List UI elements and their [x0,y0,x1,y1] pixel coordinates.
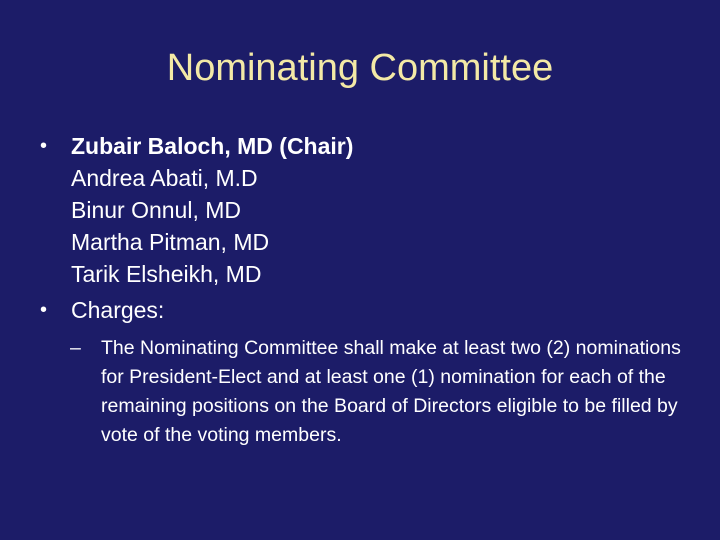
member-chair: Zubair Baloch, MD (Chair) [71,133,354,159]
bullet-marker: • [40,135,48,157]
slide-title: Nominating Committee [166,47,554,89]
slide-content [40,130,700,450]
member-name: Andrea Abati, M.D [71,165,258,191]
charges-text: The Nominating Committee shall make at least two (2) nominations for President-Elect and at least one (1) nomination for each of the remaining positions on the Board of Directors eligible to be filled by vote of the voting members. [101,337,681,446]
charges-bullet [40,294,700,326]
member-name: Tarik Elsheikh, MD [71,261,262,287]
charges-sub-bullet [70,334,681,450]
member-name: Martha Pitman, MD [71,229,270,255]
sub-bullet-marker: – [70,337,81,359]
charges-heading: Charges: [71,297,165,323]
member-name: Binur Onnul, MD [71,197,242,223]
committee-members-bullet [40,130,700,290]
bullet-marker: • [40,299,48,321]
